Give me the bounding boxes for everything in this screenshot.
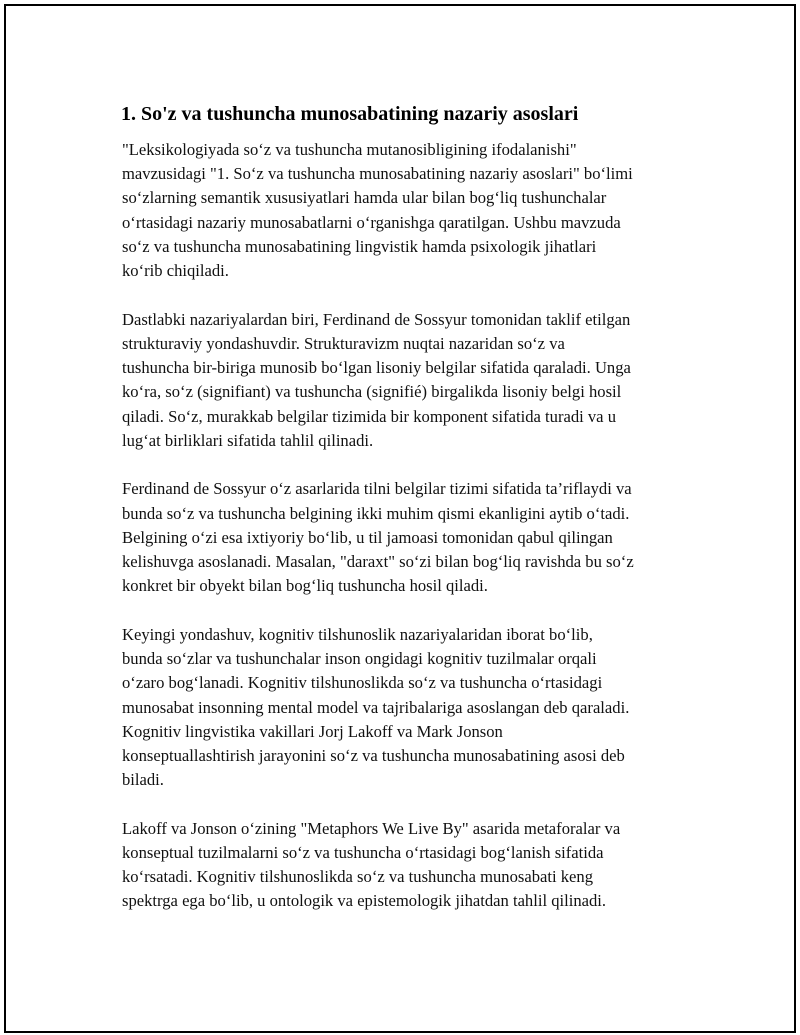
paragraph-5: Lakoff va Jonson o‘zining "Metaphors We Live By" asarida metaforalar va konseptual tuzilmalarni so‘z va tushuncha o‘rtasidagi bog‘lanish sifatida ko‘rsatadi. Kognitiv tilshunoslikda so‘z va tushuncha munosabati keng spektrga ega bo‘lib, u ontologik va epistemologik jihatdan tahlil qilinadi. <box>122 818 621 911</box>
section-heading: 1. So'z va tushuncha munosabatining nazariy asoslari <box>121 103 579 125</box>
paragraph-1: "Leksikologiyada so‘z va tushuncha mutanosibligining ifodalanishi" mavzusidagi "1. So‘z va tushuncha munosabatining nazariy asoslari" bo‘limi so‘zlarning semantik xususiyatlari hamda ular bilan bog‘liq tushunchalar o‘rtasidagi nazariy munosabatlarni o‘rganishga qaratilgan. Ushbu mavzuda so‘z va tushuncha munosabatining lingvistik hamda psixologik jihatlari ko‘rib chiqiladi. <box>122 140 633 281</box>
document-body <box>119 102 694 938</box>
page-frame <box>4 4 796 1033</box>
paragraph-3: Ferdinand de Sossyur o‘z asarlarida tilni belgilar tizimi sifatida ta’riflaydi va bunda so‘z va tushuncha belgining ikki muhim qismi ekanligini aytib o‘tadi. Belgining o‘zi esa ixtiyoriy bo‘lib, u til jamoasi tomonidan qabul qilingan kelishuvga asoslanadi. Masalan, "daraxt" so‘zi bilan bog‘liq ravishda bu so‘z konkret bir obyekt bilan bog‘liq tushuncha hosil qiladi. <box>122 479 634 596</box>
paragraph-2: Dastlabki nazariyalardan biri, Ferdinand de Sossyur tomonidan taklif etilgan strukturaviy yondashuvdir. Strukturavizm nuqtai nazaridan so‘z va tushuncha bir-biriga munosib bo‘lgan lisoniy belgilar sifatida qaraladi. Unga ko‘ra, so‘z (signifiant) va tushuncha (signifié) birgalikda lisoniy belgi hosil qiladi. So‘z, murakkab belgilar tizimida bir komponent sifatida turadi va u lug‘at birliklari sifatida tahlil qilinadi. <box>122 309 631 450</box>
paragraph-4: Keyingi yondashuv, kognitiv tilshunoslik nazariyalaridan iborat bo‘lib, bunda so‘zlar va tushunchalar inson ongidagi kognitiv tuzilmalar orqali o‘zaro bog‘lanadi. Kognitiv tilshunoslikda so‘z va tushuncha o‘rtasidagi munosabat insonning mental model va tajribalariga asoslangan deb qaraladi. Kognitiv lingvistika vakillari Jorj Lakoff va Mark Jonson konseptuallashtirish jarayonini so‘z va tushuncha munosabatining asosi deb biladi. <box>122 624 630 790</box>
